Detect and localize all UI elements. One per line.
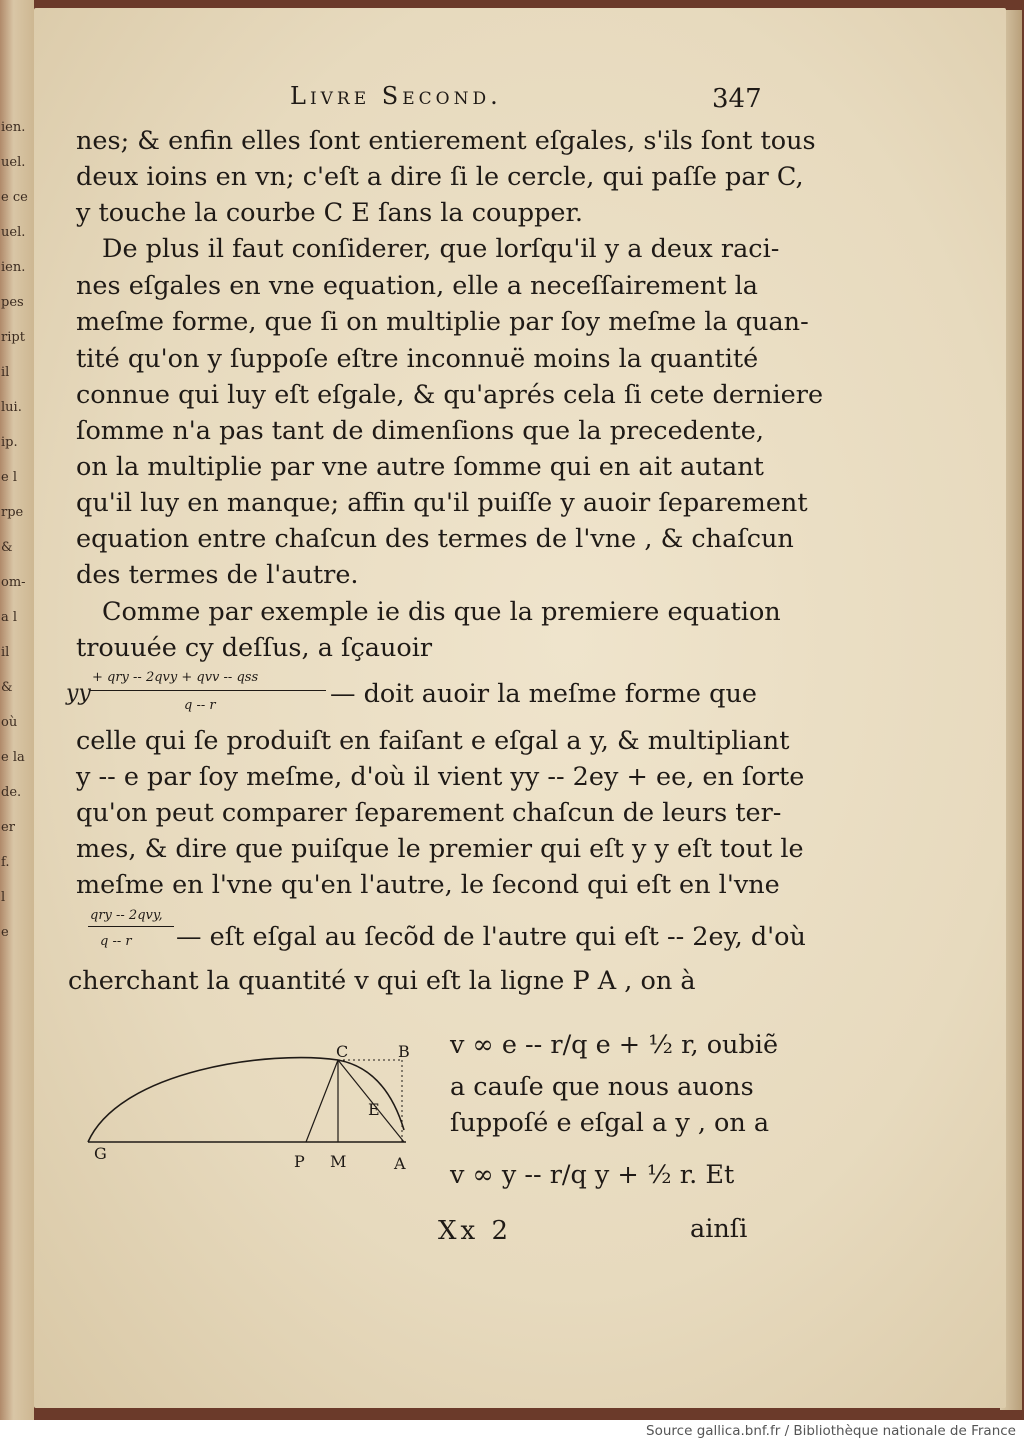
text-line: celle qui ſe produiſt en faiſant e eſgal a y, & multipliant — [76, 726, 790, 756]
text-line: cherchant la quantité v qui eſt la ligne P A , on à — [68, 966, 696, 996]
facing-page-fragment: a l — [1, 610, 18, 625]
running-head: Livre Second. — [290, 82, 502, 110]
label-m: M — [330, 1152, 347, 1171]
equation-lead: yy — [66, 681, 91, 706]
text-line: De plus il faut conſiderer, que lorſqu'il y a deux raci- — [102, 234, 780, 264]
text-line: des termes de l'autre. — [76, 560, 359, 590]
text-line: qu'on peut comparer ſeparement chaſcun de leurs ter- — [76, 798, 782, 828]
facing-page-fragment: ip. — [1, 435, 18, 450]
facing-page-fragment: où — [1, 715, 18, 730]
facing-page-fragment: e — [1, 925, 9, 940]
facing-page-fragment: & — [1, 680, 13, 695]
signature-mark: Xx 2 — [438, 1216, 512, 1246]
text-line: nes eſgales en vne equation, elle a neceſſairement la — [76, 271, 758, 301]
facing-page-fragment: pes — [1, 295, 24, 310]
label-p: P — [294, 1152, 305, 1171]
facing-page-fragment: ript — [1, 330, 25, 345]
equation-numerator: + qry -- 2qvy + qvv -- qss — [92, 670, 259, 685]
text-line: connue qui luy eſt eſgale, & qu'aprés cela ſi cete derniere — [76, 380, 824, 410]
text-line: nes; & enfin elles ſont entierement eſgales, s'ils ſont tous — [76, 126, 816, 156]
label-a: A — [394, 1154, 406, 1173]
facing-page-fragment: lui. — [1, 400, 22, 415]
facing-page-edge — [0, 0, 34, 1420]
facing-page-fragment: om- — [1, 575, 26, 590]
equation-numerator: qry -- 2qvy, — [90, 908, 163, 923]
equation-denominator: q -- r — [184, 698, 216, 713]
geometric-figure — [80, 1030, 430, 1180]
facing-page-fragment: ien. — [1, 260, 26, 275]
facing-page-fragment: rpe — [1, 505, 24, 520]
facing-page-fragment: uel. — [1, 155, 26, 170]
label-b: B — [398, 1042, 410, 1061]
text-line: deux ioins en vn; c'eſt a dire ſi le cercle, qui paſſe par C, — [76, 162, 804, 192]
text-line: qu'il luy en manque; affin qu'il puiſſe y auoir ſeparement — [76, 488, 808, 518]
text-line: meſme forme, que ſi on multiplie par ſoy meſme la quan- — [76, 307, 809, 337]
facing-page-fragment: uel. — [1, 225, 26, 240]
text-line: trouuée cy deſſus, a ſçauoir — [76, 633, 433, 663]
facing-page-fragment: e l — [1, 470, 17, 485]
label-e: E — [368, 1100, 380, 1119]
text-line: — doit auoir la meſme forme que — [330, 679, 757, 709]
facing-page-fragment: il — [1, 645, 10, 660]
catchword: ainſi — [690, 1214, 748, 1244]
facing-page-fragment: e ce — [1, 190, 28, 205]
text-line: tité qu'on y ſuppoſe eſtre inconnuë moins la quantité — [76, 344, 759, 374]
facing-page-fragment: il — [1, 365, 10, 380]
facing-page-fragment: & — [1, 540, 13, 555]
facing-page-fragment: l — [1, 890, 6, 905]
text-line: y touche la courbe C E ſans la coupper. — [76, 198, 584, 228]
label-c: C — [336, 1042, 349, 1061]
source-attribution: Source gallica.bnf.fr / Bibliothèque nationale de France — [646, 1423, 1016, 1439]
text-line: mes, & dire que puiſque le premier qui eſt y y eſt tout le — [76, 834, 804, 864]
facing-page-fragment: e la — [1, 750, 25, 765]
text-line: ſomme n'a pas tant de dimenſions que la precedente, — [76, 416, 764, 446]
facing-page-fragment: de. — [1, 785, 22, 800]
fraction-bar — [88, 926, 174, 927]
facing-page-fragment: ien. — [1, 120, 26, 135]
label-g: G — [94, 1144, 107, 1163]
side-text-line: a cauſe que nous auons — [450, 1072, 754, 1102]
text-line: Comme par exemple ie dis que la premiere equation — [102, 597, 781, 627]
text-line: y -- e par ſoy meſme, d'où il vient yy -- 2ey + ee, en ſorte — [76, 762, 805, 792]
text-line: equation entre chaſcun des termes de l'vne , & chaſcun — [76, 524, 794, 554]
text-line: — eſt eſgal au ſecõd de l'autre qui eſt -- 2ey, d'où — [176, 922, 806, 952]
text-line: meſme en l'vne qu'en l'autre, le ſecond qui eſt en l'vne — [76, 870, 780, 900]
side-text-line: v ∞ y -- r/q y + ½ r. Et — [450, 1160, 735, 1190]
text-line: on la multiplie par vne autre ſomme qui en ait autant — [76, 452, 764, 482]
side-text-line: v ∞ e -- r/q e + ½ r, oubiẽ — [450, 1030, 779, 1060]
page-number: 347 — [712, 84, 762, 114]
side-text-line: ſuppoſé e eſgal a y , on a — [450, 1108, 770, 1138]
fraction-bar — [90, 690, 326, 691]
facing-page-fragment: er — [1, 820, 15, 835]
facing-page-fragment: f. — [1, 855, 10, 870]
equation-denominator: q -- r — [100, 934, 132, 949]
